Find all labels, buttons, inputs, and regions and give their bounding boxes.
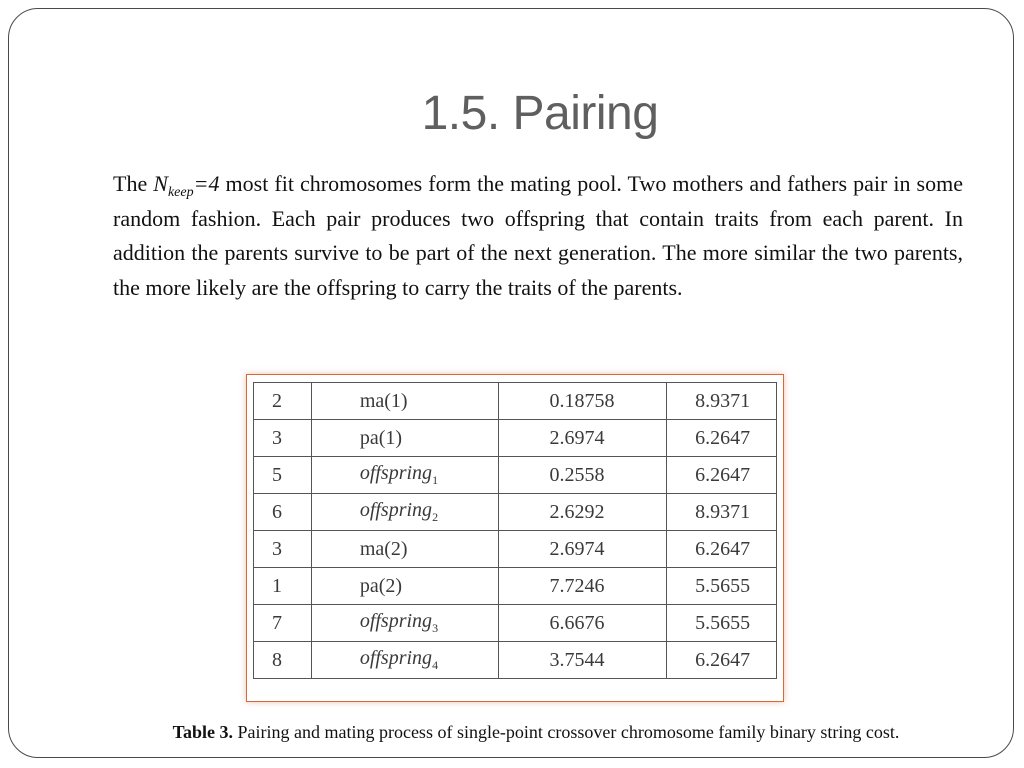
table-row [254,531,777,568]
offspring-subscript: 3 [432,621,439,635]
value-2: 8.9371 [667,494,777,531]
value-1: 7.7246 [499,568,667,605]
value-1: 3.7544 [499,642,667,679]
value-2: 6.2647 [667,642,777,679]
offspring-subscript: 1 [432,473,439,487]
chromosome-name-cell [311,605,499,642]
row-index: 2 [254,383,312,420]
table-row [254,420,777,457]
chromosome-name-cell [311,494,499,531]
chromosome-name: pa(2) [359,574,403,597]
chromosome-name: offspring [359,462,433,484]
row-index: 5 [254,457,312,494]
pairing-table [253,382,777,679]
table-row [254,568,777,605]
row-index: 7 [254,605,312,642]
chromosome-name: ma(2) [359,537,408,560]
n-symbol: N [153,171,168,196]
value-2: 5.5655 [667,568,777,605]
row-index: 3 [254,420,312,457]
table-row [254,494,777,531]
chromosome-name-cell [311,420,499,457]
value-1: 2.6292 [499,494,667,531]
chromosome-name: offspring [359,647,433,669]
caption-label: Table 3. [172,722,233,742]
paragraph-body: most fit chromosomes form the mating pool. Two mothers and fathers pair in some random fashion. Each pair produces two offspring that contain traits from each parent. In addition the parents survive to be part of the next generation. The more similar the two parents, the more likely are the offspring to carry the traits of the parents. [113,171,964,300]
row-index: 3 [254,531,312,568]
offspring-subscript: 4 [432,658,439,672]
chromosome-name-cell [311,531,499,568]
chromosome-name: ma(1) [359,389,408,412]
slide-title: 1.5. Pairing [421,87,659,140]
value-2: 6.2647 [667,457,777,494]
value-2: 6.2647 [667,420,777,457]
table-row [254,605,777,642]
paragraph-intro: The [113,171,154,196]
table-caption [0,722,1024,743]
offspring-subscript: 2 [432,510,439,524]
table-row [254,457,777,494]
table-row [254,642,777,679]
value-2: 6.2647 [667,531,777,568]
chromosome-name: offspring [359,499,433,521]
chromosome-name-cell [311,383,499,420]
value-2: 5.5655 [667,605,777,642]
chromosome-name-cell [311,568,499,605]
value-1: 2.6974 [499,531,667,568]
value-2: 8.9371 [667,383,777,420]
value-1: 0.18758 [499,383,667,420]
table-image [246,374,784,702]
table-row [254,383,777,420]
chromosome-name-cell [311,457,499,494]
row-index: 6 [254,494,312,531]
row-index: 1 [254,568,312,605]
chromosome-name: pa(1) [359,426,403,449]
n-subscript: keep [167,185,194,200]
value-1: 2.6974 [499,420,667,457]
chromosome-name: offspring [359,610,433,632]
value-1: 0.2558 [499,457,667,494]
n-value: =4 [193,171,220,196]
chromosome-name-cell [311,642,499,679]
caption-text: Pairing and mating process of single-point crossover chromosome family binary string cost. [232,722,900,742]
value-1: 6.6676 [499,605,667,642]
row-index: 8 [254,642,312,679]
body-paragraph [113,167,963,305]
